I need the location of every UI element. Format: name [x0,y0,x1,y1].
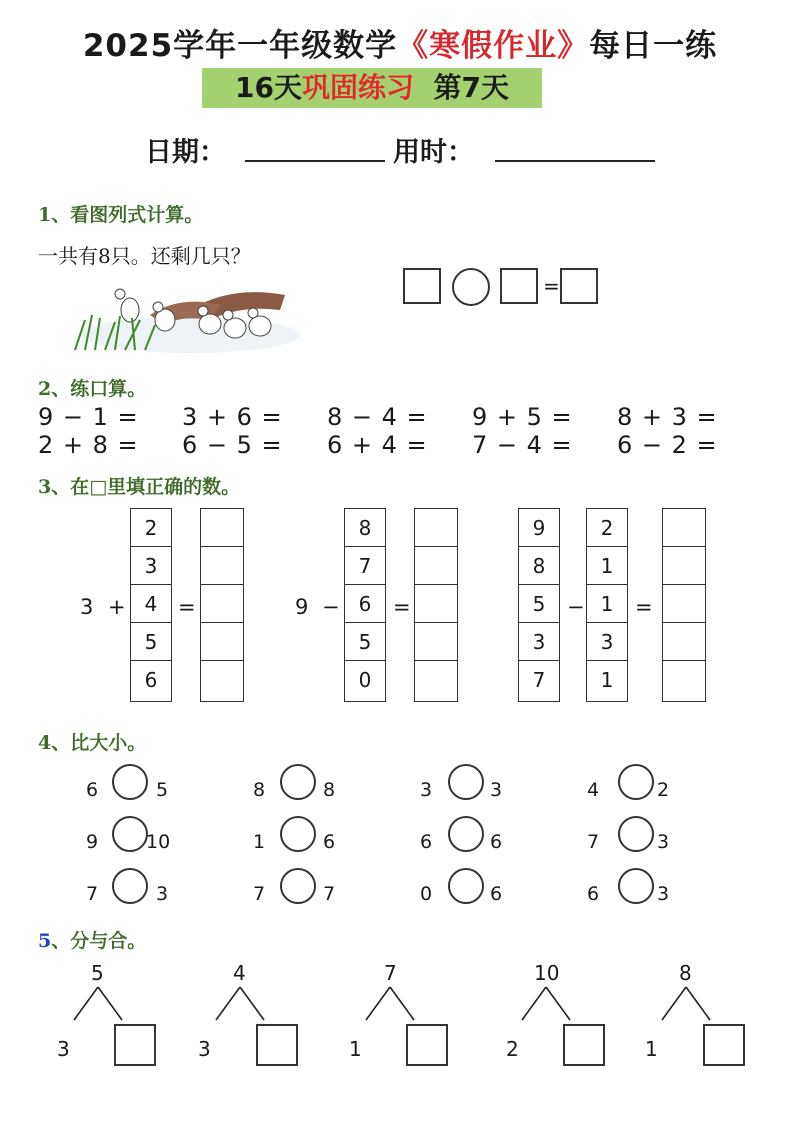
tree-top-number: 7 [384,961,397,985]
minus-sign: − [567,595,585,619]
tree-top-number: 5 [91,961,104,985]
operand: 9 [295,595,309,619]
number-column [586,508,628,702]
oral-calc: 6 − 5 = [182,431,283,459]
answer-cell[interactable] [201,661,243,699]
answer-cell[interactable] [663,509,705,547]
compare-circle[interactable] [112,868,148,904]
tree-left-number: 3 [198,1037,211,1061]
compare-number: 8 [323,779,336,801]
compare-number: 7 [323,883,336,905]
tree-top-number: 4 [233,961,246,985]
column-number: 1 [587,547,627,585]
tree-left-number: 1 [645,1037,658,1061]
oral-calc: 8 − 4 = [327,403,428,431]
compare-number: 7 [587,831,600,853]
answer-box-1[interactable] [403,268,441,304]
column-number: 1 [587,585,627,623]
answer-cell[interactable] [663,623,705,661]
equals-sign: = [635,595,653,619]
answer-cell[interactable] [201,547,243,585]
compare-circle[interactable] [618,868,654,904]
oral-calc: 2 + 8 = [38,431,139,459]
compare-number: 0 [420,883,433,905]
answer-cell[interactable] [415,585,457,623]
equals-sign: = [178,595,196,619]
column-number: 5 [345,623,385,661]
compare-circle[interactable] [448,816,484,852]
compare-circle[interactable] [112,764,148,800]
equals-sign: = [543,274,560,298]
page-title: 2025学年一年级数学《寒假作业》每日一练 [82,28,718,64]
time-field[interactable] [495,160,655,162]
answer-column[interactable] [414,508,458,702]
column-number: 2 [131,509,171,547]
answer-cell[interactable] [663,585,705,623]
answer-cell[interactable] [415,661,457,699]
compare-circle[interactable] [448,764,484,800]
time-label: 用时： [393,137,474,168]
compare-number: 1 [253,831,266,853]
minus-sign: − [322,595,340,619]
column-number: 7 [532,668,546,692]
section-1-question: 一共有8只。还剩几只？ [38,244,251,268]
compare-circle[interactable] [280,764,316,800]
tree-answer-box[interactable] [703,1024,745,1066]
compare-number: 3 [156,883,169,905]
answer-cell[interactable] [415,509,457,547]
date-label: 日期： [145,137,226,168]
date-field[interactable] [245,160,385,162]
number-column [518,508,560,702]
operator-circle[interactable] [452,268,490,306]
split-lines [70,985,130,1023]
compare-number: 7 [86,883,99,905]
answer-box-2[interactable] [500,268,538,304]
section-1-heading: 1、看图列式计算。 [38,204,204,226]
column-number: 1 [600,668,614,692]
column-number: 5 [519,585,559,623]
tree-answer-box[interactable] [406,1024,448,1066]
compare-number: 6 [420,831,433,853]
column-number: 5 [131,623,171,661]
answer-cell[interactable] [663,661,705,699]
tree-left-number: 2 [506,1037,519,1061]
compare-number: 3 [657,831,670,853]
column-number: 3 [587,623,627,661]
column-number: 9 [519,509,559,547]
section-4-heading: 4、比大小。 [38,732,147,754]
compare-number: 3 [490,779,503,801]
section-2-heading: 2、练口算。 [38,378,147,400]
column-number: 6 [144,668,158,692]
compare-number: 6 [323,831,336,853]
tree-top-number: 8 [679,961,692,985]
column-number: 3 [519,623,559,661]
split-lines [212,985,272,1023]
compare-number: 5 [156,779,169,801]
plus-sign: + [108,595,126,619]
compare-number: 2 [657,779,670,801]
compare-circle[interactable] [280,816,316,852]
operand: 3 [80,595,94,619]
tree-left-number: 1 [349,1037,362,1061]
number-column [130,508,172,702]
column-number: 3 [131,547,171,585]
split-lines [362,985,422,1023]
oral-calc: 9 − 1 = [38,403,139,431]
compare-number: 4 [587,779,600,801]
tree-answer-box[interactable] [256,1024,298,1066]
compare-circle[interactable] [618,764,654,800]
section-5-heading: 5、分与合。 [38,930,147,952]
compare-number: 6 [86,779,99,801]
day-banner: 16天巩固练习 第7天 [202,68,542,108]
compare-circle[interactable] [112,816,148,852]
column-number: 0 [358,668,372,692]
answer-cell[interactable] [201,585,243,623]
split-lines [658,985,718,1023]
oral-calc: 7 − 4 = [472,431,573,459]
number-column [344,508,386,702]
compare-circle[interactable] [618,816,654,852]
column-number: 7 [345,547,385,585]
compare-circle[interactable] [280,868,316,904]
column-number: 6 [345,585,385,623]
split-lines [518,985,578,1023]
compare-number: 3 [657,883,670,905]
equals-sign: = [393,595,411,619]
section-3-heading: 3、在□里填正确的数。 [38,476,241,498]
compare-number: 3 [420,779,433,801]
tree-answer-box[interactable] [114,1024,156,1066]
column-number: 8 [519,547,559,585]
answer-cell[interactable] [201,509,243,547]
compare-number: 8 [253,779,266,801]
oral-calc: 8 + 3 = [617,403,718,431]
column-number: 8 [345,509,385,547]
tree-answer-box[interactable] [563,1024,605,1066]
oral-calc: 6 + 4 = [327,431,428,459]
compare-number: 6 [490,883,503,905]
oral-calc: 9 + 5 = [472,403,573,431]
compare-circle[interactable] [448,868,484,904]
oral-calc: 3 + 6 = [182,403,283,431]
geese-illustration [70,280,300,355]
answer-cell[interactable] [663,547,705,585]
answer-cell[interactable] [201,623,243,661]
answer-box-3[interactable] [560,268,598,304]
answer-cell[interactable] [415,547,457,585]
compare-number: 6 [490,831,503,853]
compare-number: 6 [587,883,600,905]
compare-number: 9 [86,831,99,853]
compare-number: 10 [146,831,171,853]
column-number: 2 [587,509,627,547]
compare-number: 7 [253,883,266,905]
tree-left-number: 3 [57,1037,70,1061]
answer-cell[interactable] [415,623,457,661]
tree-top-number: 10 [534,961,560,985]
answer-column[interactable] [662,508,706,702]
answer-column[interactable] [200,508,244,702]
column-number: 4 [131,585,171,623]
oral-calc: 6 − 2 = [617,431,718,459]
